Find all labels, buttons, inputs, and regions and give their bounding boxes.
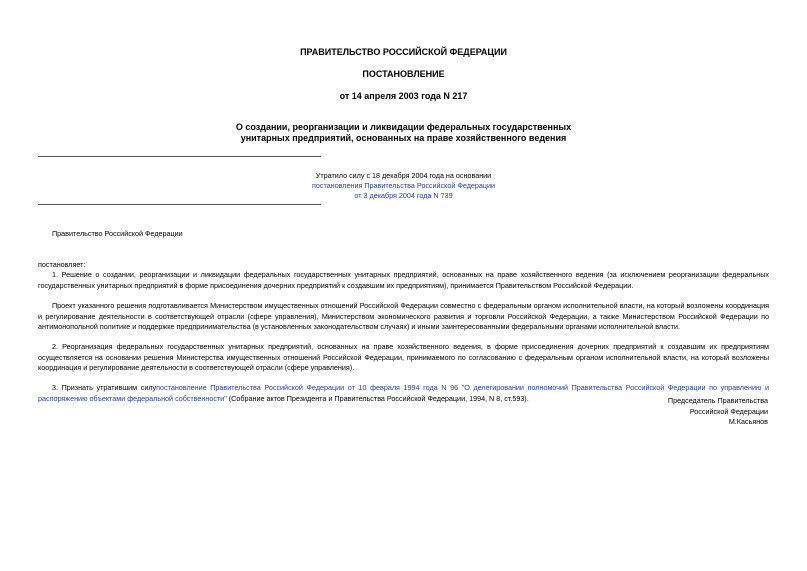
paragraph-1: 1. Решение о создании, реорганизации и ликвидации федеральных государственных унитарных предприятий, основанных на праве хозяйственного ведения (за исключением реорганизации федеральных государственных унитарных предприятий в форме присоединения дочерних предприятий к создавшим их предприятиям), принимается Правительством Российской Федерации. [38, 270, 769, 290]
repeal-decree-link[interactable]: постановления Правительства Российской Федерации [311, 181, 496, 190]
repeal-decree-date-link[interactable]: от 3 декабря 2004 года N 739 [354, 191, 453, 200]
status-note-link-line-2[interactable] [0, 191, 807, 202]
authority-heading: ПРАВИТЕЛЬСТВО РОССИЙСКОЙ ФЕДЕРАЦИИ [300, 47, 507, 57]
document-title-line-2: унитарных предприятий, основанных на праве хозяйственного ведения [240, 133, 567, 143]
document-title-line-1: О создании, реорганизации и ликвидации федеральных государственных [235, 122, 572, 132]
document-type-heading: ПОСТАНОВЛЕНИЕ [362, 69, 445, 79]
issuer-text: Правительство Российской Федерации [52, 229, 183, 238]
status-note-link-line-1[interactable] [0, 181, 807, 192]
repealed-decree-link[interactable]: постановление Правительства Российской Федерации от 10 февраля 1994 года N 96 "О делегировании полномочий Правительства Российской Федерации по управлению и распоряжению объектами федеральной собственности" [38, 383, 769, 403]
document-date-number: от 14 апреля 2003 года N 217 [339, 91, 468, 101]
paragraph-1-continued: Проект указанного решения подготавливается Министерством имущественных отношений Российской Федерации совместно с федеральным органом исполнительной власти, на который возложены координация и регулирование деятельности в соответствующей отрасли (сфере управления), Министерством экономического развития и торговли Российской Федерации, а также Министерством Российской Федерации по антимонопольной политике и поддержке предпринимательства (в установленных законодательством случаях) и иными заинтересованными федеральными органами исполнительной власти. [38, 301, 769, 331]
paragraph-3 [38, 383, 769, 404]
divider-bottom [38, 204, 321, 205]
paragraph-3-suffix: (Собрание актов Президента и Правительства Российской Федерации, 1994, N 8, ст.593). [226, 393, 529, 403]
paragraph-2: 2. Реорганизация федеральных государственных унитарных предприятий, основанных на праве хозяйственного ведения, в форме присоединения дочерних предприятий к создавшим их предприятиям осуществляется на основании решения Министерства имущественных отношений Российской Федерации, принимаемого по согласованию с федеральным органом исполнительной власти, на который возложены координация и регулирование деятельности в соответствующей отрасли (сфере управления). [38, 342, 769, 372]
divider-top [38, 156, 321, 157]
status-note-line-1: Утратило силу с 18 декабря 2004 года на основании [315, 171, 492, 180]
signature-name: М.Касьянов [728, 417, 768, 426]
signature-position-line-2: Российской Федерации [689, 406, 768, 416]
decrees-text: постановляет: [38, 260, 86, 269]
paragraph-3-prefix: 3. Признать утратившим силу [52, 383, 157, 392]
signature-position-line-1: Председатель Правительства [667, 396, 768, 405]
signature-block [668, 396, 768, 428]
